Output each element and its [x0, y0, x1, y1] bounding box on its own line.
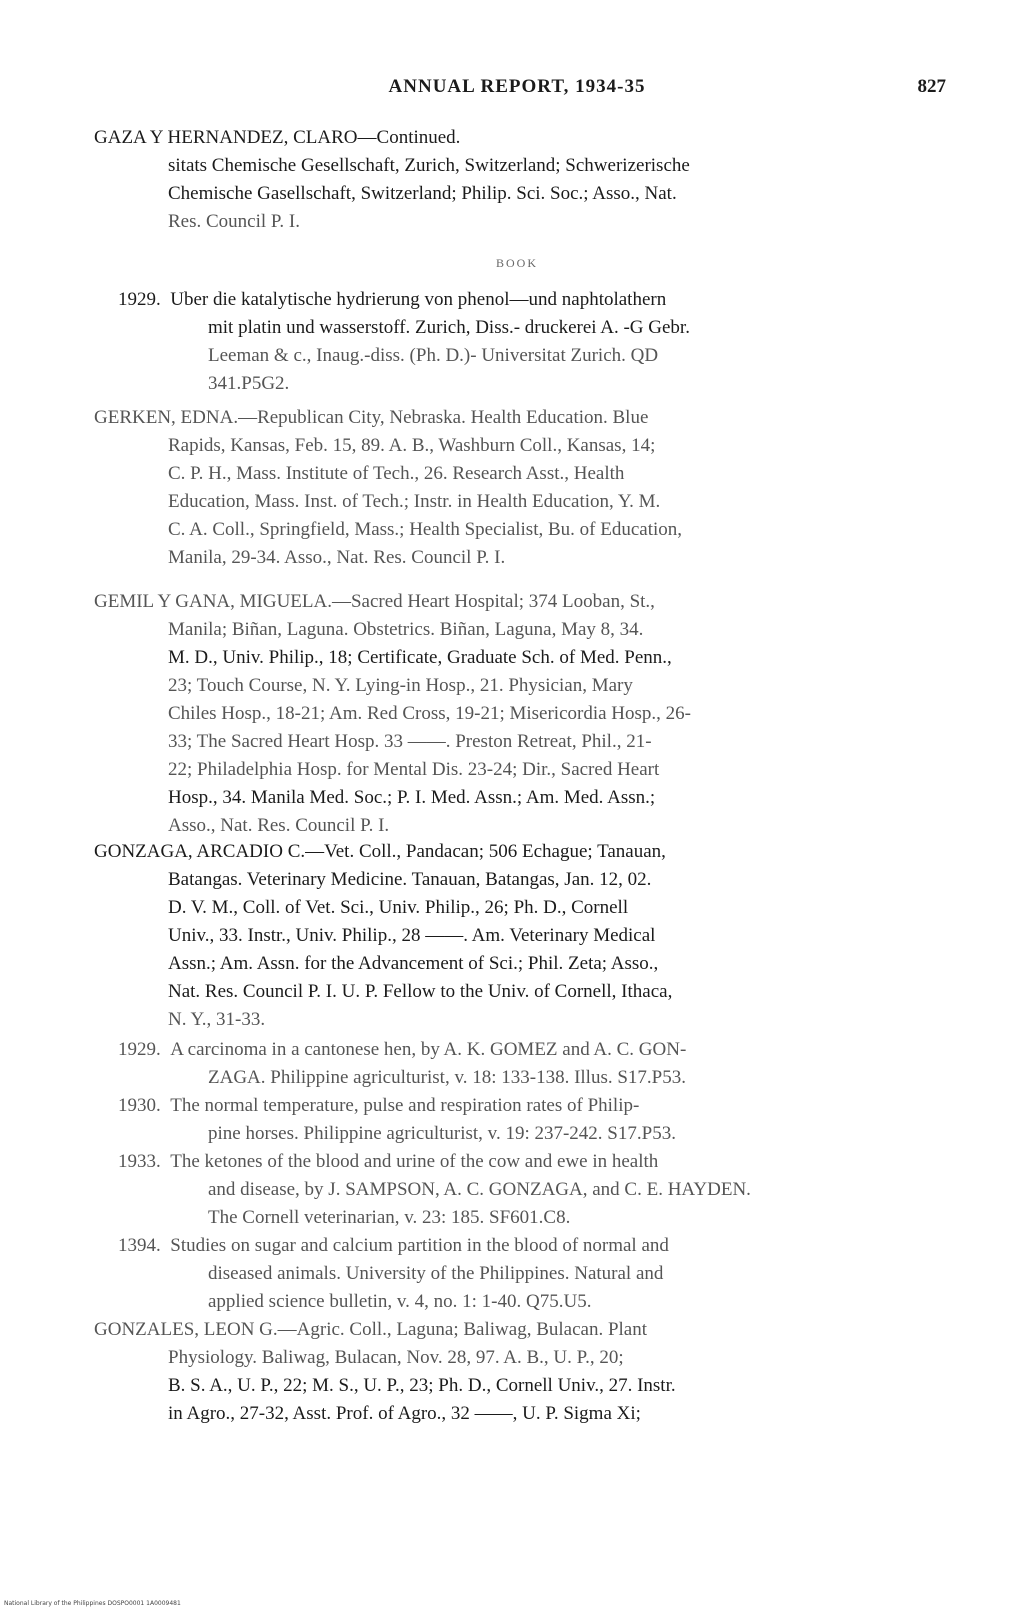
entry-heading: GONZAGA, ARCADIO C.—Vet. Coll., Pandacan; 506 Echague; Tanauan, — [94, 841, 666, 862]
running-header-title: ANNUAL REPORT, 1934-35 — [388, 76, 646, 97]
entry-gonzaga — [94, 838, 948, 1034]
pub-year: 1930. — [118, 1095, 161, 1116]
entry-line: Rapids, Kansas, Feb. 15, 89. A. B., Washburn Coll., Kansas, 14; — [168, 435, 656, 456]
entry-line: 33; The Sacred Heart Hosp. 33 ——. Preston Retreat, Phil., 21- — [168, 731, 652, 752]
entry-line: Physiology. Baliwag, Bulacan, Nov. 28, 97. A. B., U. P., 20; — [168, 1347, 624, 1368]
entry-line: D. V. M., Coll. of Vet. Sci., Univ. Philip., 26; Ph. D., Cornell — [168, 897, 629, 918]
entry-line: Education, Mass. Inst. of Tech.; Instr. in Health Education, Y. M. — [168, 491, 661, 512]
pub-year: 1394. — [118, 1235, 161, 1256]
pub-item — [118, 1036, 948, 1092]
entry-line: 23; Touch Course, N. Y. Lying-in Hosp., 21. Physician, Mary — [168, 675, 633, 696]
entry-line: Manila, 29-34. Asso., Nat. Res. Council P. I. — [168, 547, 506, 568]
pub-item — [118, 1148, 948, 1232]
pub-year: 1929. — [118, 1039, 161, 1060]
pub-line: The ketones of the blood and urine of the cow and ewe in health — [170, 1151, 659, 1172]
entry-gerken — [94, 404, 948, 572]
page-number: 827 — [917, 76, 946, 97]
entry-line: C. P. H., Mass. Institute of Tech., 26. Research Asst., Health — [168, 463, 625, 484]
pub-item — [118, 1232, 948, 1316]
entry-line: Univ., 33. Instr., Univ. Philip., 28 ——. Am. Veterinary Medical — [168, 925, 656, 946]
entry-line: Batangas. Veterinary Medicine. Tanauan, Batangas, Jan. 12, 02. — [168, 869, 652, 890]
entry-line: Chemische Gasellschaft, Switzerland; Philip. Sci. Soc.; Asso., Nat. — [168, 183, 677, 204]
pub-line: 341.P5G2. — [208, 373, 290, 394]
pub-line: A carcinoma in a cantonese hen, by A. K. GOMEZ and A. C. GON- — [170, 1039, 687, 1060]
pub-line: mit platin und wasserstoff. Zurich, Diss.- druckerei A. -G Gebr. — [208, 317, 690, 338]
entry-line: in Agro., 27-32, Asst. Prof. of Agro., 32 ——, U. P. Sigma Xi; — [168, 1403, 641, 1424]
entry-line: Assn.; Am. Assn. for the Advancement of Sci.; Phil. Zeta; Asso., — [168, 953, 659, 974]
entry-line: Manila; Biñan, Laguna. Obstetrics. Biñan, Laguna, May 8, 34. — [168, 619, 644, 640]
pub-line: The normal temperature, pulse and respiration rates of Philip- — [170, 1095, 640, 1116]
entry-gonzales — [94, 1316, 948, 1428]
entry-line: Hosp., 34. Manila Med. Soc.; P. I. Med. Assn.; Am. Med. Assn.; — [168, 787, 656, 808]
book-item — [118, 286, 948, 398]
pub-line: Studies on sugar and calcium partition in the blood of normal and — [170, 1235, 669, 1256]
entry-line: B. S. A., U. P., 22; M. S., U. P., 23; Ph. D., Cornell Univ., 27. Instr. — [168, 1375, 676, 1396]
entry-heading: GAZA Y HERNANDEZ, CLARO—Continued. — [94, 127, 461, 148]
pub-line: Uber die katalytische hydrierung von phenol—und naphtolathern — [170, 289, 667, 310]
pub-line: pine horses. Philippine agriculturist, v. 19: 237-242. S17.P53. — [208, 1123, 676, 1144]
entry-heading: GONZALES, LEON G.—Agric. Coll., Laguna; Baliwag, Bulacan. Plant — [94, 1319, 648, 1340]
entry-line: sitats Chemische Gesellschaft, Zurich, Switzerland; Schwerizerische — [168, 155, 690, 176]
entry-heading: GEMIL Y GANA, MIGUELA.—Sacred Heart Hospital; 374 Looban, St., — [94, 591, 655, 612]
entry-line: Asso., Nat. Res. Council P. I. — [168, 815, 390, 836]
scan-footer: National Library of the Philippines DOSPO0001 1A0009481 — [4, 1600, 181, 1607]
entry-heading: GERKEN, EDNA.—Republican City, Nebraska. Health Education. Blue — [94, 407, 649, 428]
pub-item — [118, 1092, 948, 1148]
pub-line: ZAGA. Philippine agriculturist, v. 18: 133-138. Illus. S17.P53. — [208, 1067, 686, 1088]
pub-line: applied science bulletin, v. 4, no. 1: 1-40. Q75.U5. — [208, 1291, 592, 1312]
entry-line: Res. Council P. I. — [168, 211, 300, 232]
pub-year: 1929. — [118, 289, 161, 310]
entry-line: N. Y., 31-33. — [168, 1009, 266, 1030]
pub-line: The Cornell veterinarian, v. 23: 185. SF601.C8. — [208, 1207, 571, 1228]
pub-line: and disease, by J. SAMPSON, A. C. GONZAGA, and C. E. HAYDEN. — [208, 1179, 751, 1200]
entry-line: Nat. Res. Council P. I. U. P. Fellow to the Univ. of Cornell, Ithaca, — [168, 981, 673, 1002]
entry-line: Chiles Hosp., 18-21; Am. Red Cross, 19-21; Misericordia Hosp., 26- — [168, 703, 692, 724]
pub-line: Leeman & c., Inaug.-diss. (Ph. D.)- Universitat Zurich. QD — [208, 345, 659, 366]
entry-line: 22; Philadelphia Hosp. for Mental Dis. 23-24; Dir., Sacred Heart — [168, 759, 660, 780]
entry-gemil — [94, 588, 948, 840]
entry-line: M. D., Univ. Philip., 18; Certificate, Graduate Sch. of Med. Penn., — [168, 647, 672, 668]
entry-gaza — [94, 124, 948, 236]
book-heading: BOOK — [495, 256, 538, 270]
entry-line: C. A. Coll., Springfield, Mass.; Health Specialist, Bu. of Education, — [168, 519, 683, 540]
pub-year: 1933. — [118, 1151, 161, 1172]
pub-line: diseased animals. University of the Philippines. Natural and — [208, 1263, 664, 1284]
